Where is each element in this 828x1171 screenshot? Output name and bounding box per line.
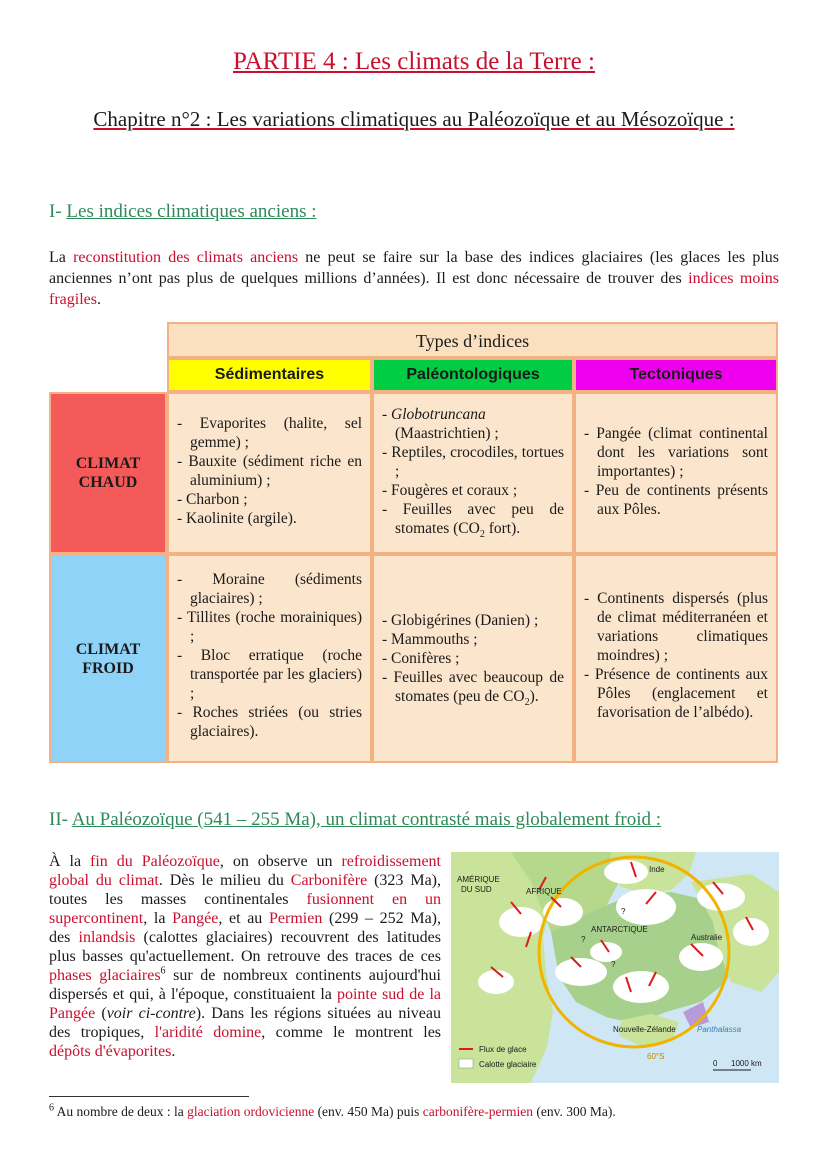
list-item-text: (Maastrichtien) ; [395, 424, 499, 442]
chapter-title: Chapitre n°2 : Les variations climatiques au Paléozoïque et au Mésozoïque : [93, 107, 735, 131]
section-1-title-text: Les indices climatiques anciens : [66, 201, 317, 222]
section-2-paragraph [49, 852, 441, 1061]
row-label: CLIMAT [75, 455, 141, 472]
list-item: - Peu de continents présents aux Pôles. [584, 481, 768, 519]
list-item: - Kaolinite (argile). [177, 509, 362, 528]
footnote-divider [49, 1096, 249, 1097]
text: (299 – 252 Ma), des [49, 910, 442, 946]
subscript: 2 [479, 528, 485, 540]
text: (323 Ma), toutes les masses continentales [49, 872, 442, 908]
list-item: - Conifères ; [382, 649, 564, 668]
intro-text: . [96, 291, 101, 308]
list-item: - Globigérines (Danien) ; [382, 611, 564, 630]
text: , et au [218, 910, 269, 927]
highlight: fusionnent en un supercontinent [49, 891, 442, 927]
row-label: FROID [82, 659, 134, 677]
cell-froid-paleontologiques [372, 554, 574, 763]
list-item: - Bloc erratique (roche transportée par les glaciers) ; [177, 646, 362, 703]
list-item: - Moraine (sédiments glaciaires) ; [177, 570, 362, 608]
column-header-tectoniques: Tectoniques [574, 358, 778, 392]
list-item: - Fougères et coraux ; [382, 481, 564, 500]
section-1-intro [49, 247, 779, 310]
label-question: ? [581, 935, 586, 944]
list-item [382, 405, 564, 443]
intro-highlight: indices moins fragiles [49, 270, 780, 308]
label-question: ? [621, 907, 626, 916]
footnote [49, 1104, 789, 1120]
subscript: 2 [524, 697, 530, 709]
cell-chaud-paleontologiques [372, 392, 574, 554]
highlight: dépôts d'évaporites [49, 1043, 172, 1060]
row-header-climat-froid [49, 554, 167, 763]
section-1-number: I- [49, 201, 62, 222]
text: . [171, 1043, 176, 1060]
text: ). Dans les régions situées au niveau des tropiques, [49, 1005, 442, 1041]
section-2-number: II- [49, 809, 68, 830]
label-amerique: AMÉRIQUE [457, 875, 500, 884]
list-item: - Continents dispersés (plus de climat méditerranéen et variations climatiques moindres) ; [584, 589, 768, 665]
highlight: pointe sud de la Pangée [49, 986, 441, 1022]
text: sur de nombreux continents aujourd'hui dispersés et qui, à l'époque, constituaient la [49, 967, 442, 1003]
label-inde: Inde [649, 865, 665, 874]
footnote-number: 6 [49, 1102, 54, 1114]
highlight: l'aridité domine [154, 1024, 262, 1041]
taxon-name: Globotruncana [391, 405, 486, 423]
cell-froid-tectoniques [574, 554, 778, 763]
scale-label: 1000 km [731, 1059, 762, 1068]
ice-cap [733, 918, 769, 946]
highlight: phases glaciaires [49, 967, 161, 984]
label-afrique: AFRIQUE [526, 887, 562, 896]
label-antarctique: ANTARCTIQUE [591, 925, 648, 934]
ice-cap [613, 971, 669, 1003]
list-item: - Présence de continents aux Pôles (englacement et favorisation de l’albédo). [584, 665, 768, 722]
list-item-text: fort). [484, 519, 521, 537]
intro-text: ne peut se faire sur la base des indices glaciaires (les glaces les plus anciennes n’ont pas plus de quelques millions d’années). Il est donc nécessaire de trouver des [49, 249, 780, 287]
list-item: - Charbon ; [177, 490, 362, 509]
ice-cap [478, 970, 514, 994]
column-header-sedimentaires: Sédimentaires [167, 358, 372, 392]
label-du-sud: DU SUD [461, 885, 492, 894]
label-nouvelle-zelande: Nouvelle-Zélande [613, 1025, 676, 1034]
text: , on observe un [219, 853, 342, 870]
text: (env. 300 Ma). [532, 1104, 616, 1119]
footnote-ref: 6 [160, 965, 166, 977]
list-item [382, 500, 564, 538]
highlight: glaciation ordovicienne [187, 1104, 315, 1119]
row-label: CLIMAT [75, 640, 141, 658]
legend-ice-icon [459, 1059, 473, 1068]
text: . Dès le milieu du [158, 872, 291, 889]
scale-zero: 0 [713, 1059, 718, 1068]
types-header: Types d’indices [167, 322, 778, 358]
text: (env. 450 Ma) puis [314, 1104, 423, 1119]
part-title: PARTIE 4 : Les climats de la Terre : [233, 48, 595, 75]
text: À la [49, 853, 91, 870]
text: ( [95, 1005, 107, 1022]
indices-table [49, 322, 778, 763]
highlight: carbonifère-permien [422, 1104, 533, 1119]
highlight: Pangée [172, 910, 219, 927]
ice-cap [499, 907, 543, 937]
highlight: inlandsis [78, 929, 136, 946]
highlight: refroidissement global du climat [49, 853, 441, 889]
list-item: - Reptiles, crocodiles, tortues ; [382, 443, 564, 481]
cell-chaud-tectoniques [574, 392, 778, 554]
list-item: - Bauxite (sédiment riche en aluminium) ; [177, 452, 362, 490]
highlight: Permien [269, 910, 323, 927]
list-item: - Pangée (climat continental dont les variations sont importantes) ; [584, 424, 768, 481]
row-label: CHAUD [78, 474, 138, 491]
highlight: Carbonifère [290, 872, 368, 889]
cell-chaud-sedimentaires [167, 392, 372, 554]
list-item: - Mammouths ; [382, 630, 564, 649]
section-2-title [49, 809, 661, 831]
list-item: - Tillites (roche morainiques) ; [177, 608, 362, 646]
label-panthalassa: Panthalassa [697, 1025, 742, 1034]
legend-calotte: Calotte glaciaire [479, 1060, 537, 1069]
text: Au nombre de deux : la [54, 1104, 188, 1119]
intro-highlight: reconstitution des climats anciens [73, 249, 299, 266]
list-item-text: Feuilles avec peu de stomates (CO [395, 500, 564, 537]
ice-cap [604, 860, 648, 884]
ice-cap [679, 943, 723, 971]
list-item-text: Feuilles avec beaucoup de stomates (peu de CO [393, 669, 564, 705]
section-2-title-text: Au Paléozoïque (541 – 255 Ma), un climat contrasté mais globalement froid : [71, 809, 662, 830]
label-australie: Australie [691, 933, 723, 942]
label-60s: 60°S [647, 1052, 665, 1061]
pangea-glaciation-map [451, 852, 779, 1083]
list-item: - Roches striées (ou stries glaciaires). [177, 703, 362, 741]
highlight: fin du Paléozoïque [90, 853, 220, 870]
row-header-climat-chaud [49, 392, 167, 554]
list-item: - Evaporites (halite, sel gemme) ; [177, 414, 362, 452]
ice-cap [555, 958, 607, 986]
ice-cap [590, 942, 622, 962]
label-question: ? [611, 960, 616, 969]
column-header-paleontologiques: Paléontologiques [372, 358, 574, 392]
intro-text: La [49, 249, 74, 266]
cell-froid-sedimentaires [167, 554, 372, 763]
text: (calottes glaciaires) recouvrent des latitudes plus basses qu'actuellement. On retrouve des traces de ces [49, 929, 442, 965]
list-item [382, 668, 564, 709]
text: , la [143, 910, 173, 927]
legend-flux: Flux de glace [479, 1045, 527, 1054]
section-1-title [49, 201, 317, 223]
list-item-text: ). [529, 688, 539, 705]
text-italic: voir ci-contre [106, 1005, 196, 1022]
text: , comme le montrent les [261, 1024, 442, 1041]
